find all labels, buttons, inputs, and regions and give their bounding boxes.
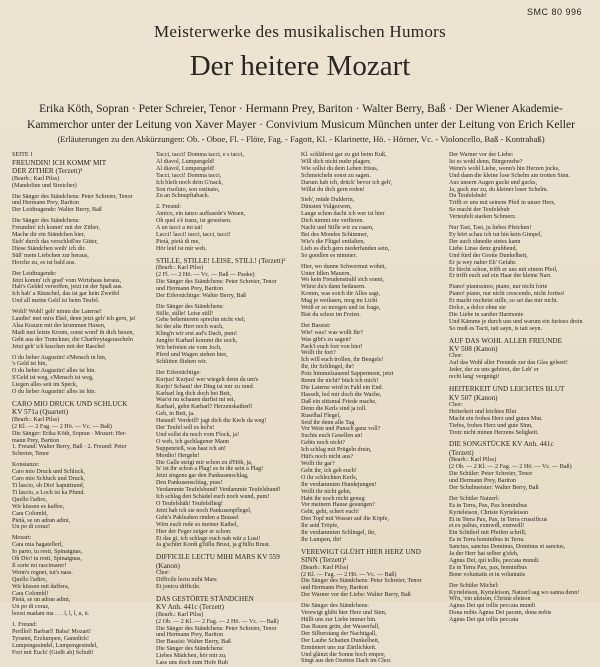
song-heading: FREUNDIN! ICH KOMM' MIT — [12, 158, 107, 167]
lyric-line: Hasselt, hol mir doch die Wache, — [301, 391, 382, 398]
lyric-line: Freundin! ich komm' mit der Zither, — [12, 225, 100, 232]
lyric-line: O du lieber Augustin! alles ist hin. — [12, 389, 96, 396]
lyric-line: Rennt ihr nicht? bück ich mich! — [301, 378, 379, 385]
lyric-line: O Teufelshäh! Teufelsflieg! — [156, 501, 223, 507]
lyrics-column-1 — [12, 152, 150, 656]
lyric-line: Sieh' durch das verschloß'ne Gitter, — [12, 238, 99, 245]
lyric-line: Ich schlag mit Prügeln drein, — [301, 447, 372, 454]
lyric-line: O weh, ich gschlagener Mann — [156, 438, 229, 445]
lyric-line: Der Bassist: — [301, 322, 331, 329]
lyric-line: Alsa Krauzn mit der krummen Haxen, — [12, 322, 106, 329]
lyric-line: Wie! was? was wollt Ihr? — [301, 329, 364, 336]
lyric-line: Die Galle steigt mir schon zu d'Höh, ja, — [156, 459, 253, 466]
lyric-line: Die Sänger des Ständchens: — [12, 218, 80, 225]
lyric-line: Ey hört schau ich tut hin kein Gimpel, — [449, 231, 543, 238]
abbreviations-note: (Erläuterungen zu den Abkürzungen: Ob. - Oboe, Fl. - Flöte, Fag. - Fagott, Kl. - Klarinette, Hö. - Hörner, Vc. - Violoncello, Baß - Kontrabaß) — [57, 134, 545, 144]
lyric-line: Was'st nu schauen darfist mi sei, — [156, 397, 236, 404]
lyric-line: Bei des Mondes Schimmer, — [301, 231, 369, 238]
lyric-line: O du lieber Augustin! alles ist hin. — [12, 368, 96, 375]
lyric-line: Laudie! mei mirs Ekel, denn jetzt geh' ich gern, ja! — [12, 316, 136, 323]
lyric-line: Un po di coraz! — [12, 524, 51, 531]
lyric-line: Al diavol, Lumpengeld! — [156, 158, 215, 165]
lyric-line: Ihr Lumpen, ihr! — [301, 536, 342, 543]
lyric-line: Die Sänger: Erika Köth, Sopran · Mozart: Her- — [12, 430, 127, 437]
lyric-line: 1. Freund: — [12, 622, 38, 629]
lyric-line: Ist es wohl denn, Bürgerzehe? — [449, 158, 523, 165]
lyric-line: Und dann die kleine lose Schelm am trotten Sinn. — [449, 172, 571, 179]
lyric-line: Kl. schläferst gar zu gut beim Kuß, — [301, 152, 387, 158]
catalog-number: SMC 80 996 — [526, 7, 582, 17]
song-heading: HEITERKEIT UND LEICHTES BLUT — [449, 385, 565, 394]
lyric-line: Oh quel s'è tranz, ist geweisen. — [156, 218, 232, 225]
lyric-line: Und fürd der Grotte Dunkelheit, — [449, 252, 528, 259]
lyric-line: Wie's die Flügel entfalten, — [301, 238, 365, 245]
lyric-line: Es in Terra hominibus in Terra. — [449, 537, 525, 544]
lyric-line: Io parto, tu resti, Spinatgnas, — [12, 549, 83, 556]
lyric-line: Pietà, se un adran adini, — [12, 597, 71, 604]
lyric-line: und Hermann Prey, Bariton — [12, 200, 79, 207]
lyric-line: Gehts noch nicht? — [301, 440, 345, 447]
lyric-line: Der Leidtragende: Walter Berry, Baß — [12, 207, 102, 214]
lyric-line: Cara Colombl! — [12, 590, 49, 597]
lyric-line: Wohl! Wohl! geh' nimm die Laterne! — [12, 309, 102, 316]
lyric-line: Jetzt hab ich sie noch Pankusenpflegel, — [156, 507, 252, 514]
lyric-line: Cara Colombl, — [12, 510, 48, 517]
lyric-line: Agnus Dei qui tollis peccata mundi — [449, 603, 536, 610]
lyric-line: Dona nobis Agnus Dei pacem, dona nobis — [449, 610, 552, 617]
lyric-line: Die Schüler: Peter Schreier, Tenor — [449, 471, 533, 478]
lyric-line: Hüt's noch nicht aus? — [301, 454, 354, 461]
lyric-line: Hier, wo dunne Schwermut wohnt, — [301, 263, 387, 270]
lyric-line: Ihr seid Tröpfe, — [301, 523, 339, 530]
lyric-line: Mag je weilasen, mog im Licht — [301, 298, 378, 305]
lyric-line: Wirn euch rede so meiner Kathel, — [156, 521, 238, 528]
lyric-line: Schlitten fliehen wir. — [156, 358, 207, 365]
lyric-line: Jetzt geh' ich kuschen mit der Raschel — [12, 343, 105, 350]
lyric-line: Lange schon dacht ich wer ist hier — [301, 211, 385, 218]
lyric-line: Wir befreien sie vom Joch, — [156, 345, 222, 352]
lyric-line: Und all meine Geld ist beim Teufel. — [12, 298, 100, 305]
lyric-line: Ihr verdammten Schlingel, ihr, — [301, 530, 376, 537]
lyric-line: Et in Terra Pax, Pax, in Terra crussificus — [449, 516, 548, 523]
lyric-line: Ist der alte Herr noch wach, — [156, 324, 224, 331]
lyric-line: Der Teufel soll es hol'n! — [156, 425, 215, 432]
lyric-line: boost madam ma . . . l, l, l, u, ü. — [12, 611, 90, 618]
lyric-line: Vor Wein und Punsch ganz voll? — [301, 426, 381, 433]
song-heading: KV 507 (Kanon) — [449, 393, 498, 402]
lyric-line: Liebes Mädchen, hör mir zu, — [156, 653, 227, 660]
lyric-line: Wir küssen es kaffee, — [12, 503, 65, 510]
lyric-line: Wi'n, 'ein uleison, Christe eleison — [449, 596, 531, 603]
lyric-line: Komm, was soich dir Alles sagt, — [301, 291, 381, 298]
lyric-line: Madi mei letzte Kronn, sonst word' ih dich baxen, — [12, 329, 134, 336]
lyric-line: Mache dir ein Ständchen hier, — [12, 232, 86, 239]
lyric-line: Fort mit Euch! (Gießt ab) Schuft! — [12, 649, 94, 656]
lyric-line: Er ja wey naher Eh' Gefahr. — [449, 259, 517, 266]
lyric-line: (Bearb.: Karl Pilss) — [12, 416, 60, 423]
lyric-line: Willst du dich gern reden! — [301, 186, 365, 193]
lyric-line: Würst du's dann bedauern. — [301, 284, 366, 291]
lyric-line: Tiefes, frohes Herz und gute Sinn, — [449, 422, 533, 429]
lyric-line: Ich hab' a Räuschel, das ist gar kein Zweifel — [12, 291, 120, 298]
lyric-line: Pietà, se un adran adini, — [12, 517, 71, 524]
lyric-line: O ihr schlechten Kerls, — [301, 474, 358, 481]
lyric-line: Karharl, gehn Karharl? Herzenskatherl! — [156, 404, 253, 411]
lyric-line: Ein Schülerl mit Pfeifen schrill, — [449, 530, 527, 537]
song-heading: CARO MIO DRUCK UND SCHLUCK — [12, 400, 128, 408]
lyric-line: Hab's Geldel versoffen, jetzt ist der Spaß aus. — [12, 284, 123, 291]
lyric-line: So gondlen es nimmer. — [301, 252, 357, 259]
lyric-line: Den Pankusenschlag, puss! — [156, 480, 223, 487]
lyric-line: Geht ihr, ich geh euch! — [301, 467, 357, 474]
lyric-line: Unter Idlen Mauern, — [301, 270, 351, 277]
lyric-line: Kurjo! Schaut! der Ding ist mir zu rund. — [156, 383, 255, 390]
lyric-line: Verteufelt starken Schmerz. — [449, 214, 517, 221]
lyric-line: Dich nimmt nie verlieren. — [301, 218, 364, 225]
lyric-line: Wo kein Freudenstrahl sich sonnt, — [301, 277, 384, 284]
song-heading: (Terzett) — [449, 448, 474, 457]
lyric-line: Die Sänger des Ständchens: — [301, 603, 369, 610]
lyric-line: und Hermann Prey, Bariton — [449, 477, 516, 484]
lyric-line: Stille, stille! Leise still! — [156, 310, 214, 317]
lyric-line: Verdammte Teufelsbund! Verdammte Teufelsbund! — [156, 487, 281, 494]
lyric-line: recht lang' vergnügt! — [449, 374, 500, 381]
lyric-line: Amico, ein tanzo auffasede's Wesen, — [156, 211, 246, 218]
lyric-line: Chor: — [156, 570, 170, 577]
lyric-line: Dolce, a dolce ohne sie — [449, 305, 506, 312]
lyric-line: Trifft er uns mit seinem Pfeil in unser Herz, — [449, 200, 556, 207]
lyric-line: Denn die Kerls sind ja toll. — [301, 405, 367, 412]
lyric-line: Caro mio Druck und Schluck, — [12, 469, 85, 476]
lyric-line: Süß' mein Liebchen zur heraus, — [12, 252, 89, 259]
lyric-line: Daß ein sittsmal Friede mache, — [301, 398, 377, 405]
lyric-line: Geht, geht, schert euch! — [301, 509, 360, 516]
lyric-line: Ti lascio, a Loch ist ka Pfund. — [12, 489, 85, 496]
lyric-line: Hanauf! Verdeifl! jagt dich die Kerls da weg! — [156, 418, 267, 425]
lyric-line: und Hermann Prey, Bariton — [301, 585, 368, 592]
lyric-line: Und Kämme je durch uns und warum ein furioso drein — [449, 318, 583, 325]
lyric-line: Ja g'schürt Kordi g'füllu Brust, ja g'füllu Brust. — [156, 542, 271, 549]
lyric-line: Die Sänger des Ständchens: Peter Schreier, Tenor — [156, 625, 277, 632]
lyric-line: Der Schulmeister: Walter Berry, Baß — [449, 484, 539, 491]
song-heading: DIFFICILE LECTU MIHI MARS KV 559 — [156, 553, 280, 562]
lyric-line: Wir küssen mit daffera, — [12, 583, 70, 590]
lyric-line: Agnus Dei qui tollis peccata — [449, 617, 519, 624]
lyric-line: Und sollst du noch vom Flock, ja! — [156, 431, 240, 438]
lyric-line: Der Schüler Natzerl: — [449, 495, 500, 502]
song-heading: KV 571a (Quartett) — [12, 408, 69, 417]
lyric-line: So macht der Teufelsbub — [449, 207, 510, 214]
lyric-line: Nacht und Stille wir zu rasen, — [301, 225, 374, 232]
lyric-line: Vor meinem Hause gesungen? — [301, 502, 375, 509]
lyric-line: Die Sänger des Ständchens: Peter Schreier, Tenor — [12, 193, 133, 200]
lyric-line: Liegen alles seit im Speck, — [12, 382, 78, 389]
lyric-line: (2 Ob. — 2 Kl. — 2 Fag. — 2 Hö. — Vc. — Baß) — [449, 464, 572, 471]
lyric-line: Aus unsern Augen guckt und gucks, — [449, 179, 538, 186]
lyric-line: (Bearb.: Karl Pilss) — [301, 564, 349, 571]
lyrics-columns — [12, 152, 592, 667]
lyric-line: (Bearb.: Karl Pilss) — [449, 457, 497, 464]
lyric-line: Wenn's wohl Liebe, wenn's hin Herzen jucks, — [449, 165, 560, 172]
lyric-line: (Bearb.: Karl Pilss) — [156, 611, 204, 618]
lyric-line: Lieb es dich gern niederfanden sein, — [301, 245, 390, 252]
song-heading: DAS GESTÖRTE STÄNDCHEN — [156, 594, 254, 603]
lyric-line: Jetzt singens gar den Pankusenschlag, — [156, 473, 249, 480]
song-heading: AUF DAS WOHL ALLER FREUNDE — [449, 336, 563, 345]
lyric-line: Kyrieleison, Christe Kyrieleison — [449, 509, 529, 516]
lyric-line: Ja, guck nur zu, du kleiner loser Schelm. — [449, 186, 549, 193]
lyric-line: S'Geld ist weg, s'Mensch ist weg, — [12, 375, 94, 382]
lyric-line: mann Prey, Bariton — [12, 437, 60, 444]
lyric-line: Es in Terra, Pax, Pax hominibus — [449, 502, 528, 509]
song-heading: KV 508 (Kanon) — [449, 345, 498, 354]
lyric-line: Heiterkeit und leichtes Blut — [449, 408, 517, 415]
lyric-line: Zu an Schnupftaback. — [156, 193, 210, 200]
lyric-line: (Bearb.: Karl Pilss) — [156, 265, 204, 272]
lyric-line: Caro mio Schluck und Druck, — [12, 476, 85, 483]
lyric-line: et ex palius, exmwdl, exmwdl! — [449, 523, 525, 530]
lyric-line: Chor: — [449, 353, 463, 360]
lyric-line: Liebe Linse denz grubbend, — [449, 245, 518, 252]
lyric-line: Mozart: — [12, 535, 32, 542]
performers-credits-line-2: Kammerchor unter der Leitung von Xaver Mayer · Convivium Musicum München unter der Leitung von Erich Keller — [27, 118, 575, 131]
lyrics-column-3 — [301, 152, 441, 665]
song-heading: STILLE, STILLE! LEISE, STILL! (Terzett)² — [156, 256, 286, 265]
lyric-line: Singt aus den Ozetten Dach im Chor. — [301, 658, 392, 665]
lyric-line: Die Sänger des Ständchens: — [156, 646, 224, 653]
lyrics-column-2 — [156, 152, 298, 667]
lyric-line: Suppenrieß, was hast ich an! — [156, 445, 226, 452]
lyric-line: SEITE 1 — [12, 152, 34, 158]
performers-credits-line-1: Erika Köth, Sopran · Peter Schreier, Tenor · Hermann Prey, Bariton · Walter Berry, Baß · Der Wiener Akademie- — [39, 102, 563, 115]
lyric-line: Wenn's regnet, tut's nass. — [12, 569, 73, 576]
lyric-line: Jeder, der zu uns gehöret, der Leb' er — [449, 367, 539, 374]
lyric-line: 's Geld ist hin, — [12, 361, 47, 368]
page-subtitle: Meisterwerke des musikalischen Humors — [153, 22, 446, 41]
lyric-line: Ermüntert uns zur Zärtlichkeit. — [301, 644, 377, 651]
lyric-line: Nur Tasi, Tasi, ju liebes Pfeichen! — [449, 225, 532, 232]
lyric-line: Suchts euch Gesellen an! — [301, 433, 363, 440]
lyric-line: So muß es Tacti, tati sayn, is tati seyn. — [449, 325, 543, 332]
lyric-line: Et jonicu difficile. — [156, 583, 201, 590]
lyric-line: Was gibt's zu sagen? — [301, 336, 352, 343]
lyric-line: (2 Fl. — 2 Hö. — Vc. — Baß — Pauke) — [156, 272, 255, 278]
lyric-line: Geht aus der Trunckner, die Charfreytagsrascheln — [12, 336, 133, 343]
lyric-line: Das Rauen grün, der Wasserfall, — [301, 623, 380, 630]
lyric-line: Il sorte mi rascimarer! — [12, 562, 67, 569]
lyric-line: Tacci, tacci! Domma tacci, e s tacci, — [156, 152, 245, 158]
lyric-line: Un po di coraz, — [12, 604, 50, 611]
lyric-line: Der Warner vor der Liebe: Walter Berry, Baß — [301, 592, 411, 599]
song-heading: SINN (Terzett)² — [301, 556, 347, 565]
lyric-line: Weiß er so morgen und ist frage, — [301, 305, 381, 312]
lyric-line: 1. Freund: Walter Berry, Baß · 2. Freund: Peter — [12, 444, 127, 451]
lyric-line: (Bearb.: Karl Pilss) — [12, 175, 60, 182]
lyric-line: Du Teufelsbub! — [449, 193, 487, 200]
lyric-line: Der Silberstang der Nachtigall, — [301, 630, 377, 637]
lyric-line: Quello l'adiro, — [12, 496, 47, 503]
lyric-line: Gehe behenterem sprechn nicht viel; — [156, 317, 246, 324]
lyric-line: Der Eifersüchtige: — [156, 369, 201, 376]
lyric-line: 2. Freund: — [156, 204, 182, 211]
lyric-line: Dünsten Vulgezwen, — [301, 204, 352, 211]
lyric-line: Tyranni, Erzlumpen, Ganedick! — [12, 636, 90, 642]
lyric-line: Die Sänger des Ständchens: Peter Schreier, Tenor — [301, 578, 422, 585]
lyric-line: Pietà, pietà di me, — [156, 238, 200, 245]
song-heading: KV Anh. 441c (Terzett) — [156, 603, 225, 612]
lyric-line: Kyrieleison, Kyrieleison, Natzerl sag wo sanna denn! — [449, 589, 580, 596]
lyric-line: Ja der Herr hat selber g'sfeh, — [449, 551, 519, 558]
song-heading: DIE SONGSTÜCKE KV Anh. 441c — [449, 440, 554, 449]
lyric-line: Will dich nicht mehr plagen; — [301, 158, 371, 165]
lyric-line: Son risoluto, son ostinato, — [156, 186, 220, 193]
lyric-line: Ei das gi, ich schlage euch nah wär a Lust! — [156, 535, 261, 542]
lyrics-column-4 — [449, 152, 592, 624]
lyric-line: Den Topf mit Wasser auf die Köpfe, — [301, 516, 390, 523]
lyric-line: Piano! pianissimo, piano, nur nicht forte — [449, 284, 548, 291]
lyric-line: Die Laterne wird in Fahl ein End. — [301, 385, 384, 391]
lyric-line: Karharl leg dich doch bei Bett, — [156, 390, 232, 397]
lyric-line: Jetzt komm' ich grad' vom Wirtshaus heraus, — [12, 277, 121, 284]
lyric-line: Wollt ihr gar? — [301, 460, 335, 467]
lyric-line: Er macht oxcheist stille, so sei das mir nicht. — [449, 298, 558, 305]
lyric-line: Es in Terra Pax, pax, hominibus — [449, 564, 527, 571]
lyric-line: Konstanze: — [12, 462, 40, 469]
lyric-line: Schreier, Tenor — [12, 451, 50, 458]
lyric-line: Lumpengesindel, Lumpengesindel, — [12, 642, 98, 649]
lyric-line: Die Liebe in sanfter Harmonie — [449, 311, 524, 318]
lyric-line: Hier der Feger zeiger er schon: — [156, 528, 232, 535]
lyric-line: Schmeicheln sonst zu sagen. — [301, 172, 371, 179]
lyric-line: Ich bleib noch dein G'nack, — [156, 179, 223, 186]
lyric-line: O du lieber Augustin! s'Mensch in hin, — [12, 354, 107, 361]
lyric-line: Ti lascio, oh Dio! kaputtrund, — [12, 482, 85, 489]
lyric-line: Und glänzt die Sonne hoch empor, — [301, 651, 386, 658]
lyric-line: Habt ihr noch nicht genug — [301, 495, 365, 502]
page-title: Der heitere Mozart — [189, 50, 411, 82]
lyric-line: Bone voluntatis et in voluntatis — [449, 571, 526, 578]
lyric-line: Die Sänger des Ständchens: Peter Schreier, Tenor — [156, 278, 277, 285]
lyric-line: Er fürcht schon, trifft er uns mit einem Pfeil, — [449, 266, 558, 273]
lyric-line: Cara mia bagatellerl, — [12, 542, 63, 549]
lyric-line: Seid ihr denn alle Tag — [301, 419, 355, 426]
lyric-line: Perillol! Barbarl! Baba! Mozart! — [12, 629, 92, 636]
song-heading: DER ZITHER (Terzett)² — [12, 167, 83, 176]
lyric-line: Bist du schon im Freien. — [301, 311, 361, 318]
lyric-line: Der Leidtragende: — [12, 270, 57, 277]
lyric-line: Macht ein frohes Herz und guten Mut. — [449, 415, 543, 422]
lyric-line: Piano! piano, nur nicht crescendo, nicht fortiss! — [449, 291, 565, 298]
lyric-line: und Hermann Prey, Bariton — [156, 632, 223, 639]
lyric-line: und Hermann Prey, Bariton — [156, 285, 223, 292]
lyric-line: Der Bassist: Walter Berry, Baß — [156, 639, 231, 646]
lyric-line: Lacci! lacci! tacci, tacci, tacci! — [156, 231, 231, 238]
lyric-line: Horche zu, es ist bald aus. — [12, 259, 76, 266]
lyric-line: Mordio! Hergeln! — [156, 452, 200, 459]
lyric-line: Der Warner vor der Liebe: — [449, 152, 514, 158]
lyric-line: Pack't euch fort von hier! — [301, 343, 363, 350]
lyric-line: Quello l'adiro, — [12, 576, 47, 583]
lyric-line: Geht's Pakleahen rinden a Brassel — [156, 514, 239, 521]
lyric-line: (2 Ob. — 2 Kl. — 2 Fag. — 2 Hö. — Vc. — Baß) — [156, 618, 279, 625]
lyric-line: Der Eifersüchtige: Walter Berry, Baß — [156, 292, 247, 299]
lyric-line: Jungfer Karharl kommt die uoch, — [156, 338, 238, 345]
lyric-line: Darum hab ich, drück' bevor ich geh', — [301, 179, 393, 186]
lyric-line: Ich schlag den Schädel euch noch wund, pum! — [156, 494, 270, 501]
lyric-line: Kling'n wir erst auf's Dach, pum! — [156, 331, 238, 338]
lyric-line: Ruselhal Flegel, — [301, 412, 341, 419]
lyric-line: Oh Dio! tu resti, Spinatgnas, — [12, 556, 82, 563]
lyric-line: Agnus Dei, qui tollis, peccata mundi. — [449, 557, 540, 564]
song-heading: VEREWIGT GLÜHT HIER HERZ UND — [301, 547, 421, 556]
lyric-line: Verewigt glüht hier Herz und Sinn, — [301, 610, 387, 617]
lyric-line: Sieh', müde Dulderin, — [301, 197, 355, 204]
lyric-line: Wollt ihr nicht gehn, — [301, 488, 352, 495]
lyric-line: Chor: — [449, 401, 463, 408]
lyric-line: Lass uns doch zum Hofe Ruh — [156, 660, 228, 667]
lyric-line: Er trifft euch auf ein Haar der kleine Narr. — [449, 273, 552, 280]
lyric-line: Wie sollst du dein Leben frisus, — [301, 165, 379, 172]
lyric-line: (2 Kl. — Fag. — 2 Hö. — Vc. — Baß) — [301, 571, 397, 578]
lyric-line: Auf das Wohl aller Freunde zur das Glas gelsert! — [449, 360, 568, 367]
lyric-line: Tacci, tacci! Domma tacci, — [156, 172, 222, 179]
lyric-line: Diese Ständchen weih' ich dir. — [12, 245, 86, 252]
lyric-line: Al diavol, Lumpengeld! — [156, 165, 215, 172]
lyric-line: Sanctus, sanctus Dominus, Dominus et sanctus, — [449, 544, 566, 551]
lyric-line: Der auch ohnedie stetes kann — [449, 238, 521, 245]
lyric-line: Trotz nicht minen Herzens Seligkeit. — [449, 429, 539, 436]
song-heading: (Kanon) — [156, 561, 180, 570]
lyric-line: Is' ist ihr schon a Plag! es in die sein a Plag! — [156, 466, 264, 473]
lyric-line: Der Laube Schatten Dunkelheit, — [301, 637, 380, 644]
lyric-line: Ihr, ihr Schlingel, ihr! — [301, 364, 355, 371]
lyric-line: (2 Kl. — 2 Fag. — 2 Hö. — Vc. — Baß) — [12, 423, 112, 430]
lyric-line: Geh, in Bett, ja. — [156, 411, 195, 418]
lyric-line: Difficile lectu mihi Mars — [156, 577, 217, 584]
lyric-line: Pferd und Wagen stehen hier, — [156, 351, 228, 358]
lyric-line: A un tacci a mi tai! — [156, 225, 203, 232]
lyric-line: Die Sänger des Ständchens: — [156, 303, 224, 310]
lyric-line: Ihr verdammten Hundejungen! — [301, 481, 377, 488]
lyric-line: Kurjus! Kurjus! wer wiegelt denn da um's — [156, 376, 259, 383]
lyric-line: Der Schüler Michel: — [449, 582, 499, 589]
lyric-line: (Mandoline und Streicher) — [12, 182, 77, 189]
lyric-line: Wollt ihr fort? — [301, 350, 336, 357]
lyric-line: Hör leid ist mir weh. — [156, 245, 207, 252]
lyric-line: Hüllt uns zur Liebe immer hin. — [301, 617, 377, 623]
lyric-line: Ich will euch trollen, ihr Bengels! — [301, 357, 384, 364]
lyric-line: Potz himmelzauend Sapperment, jetzt — [301, 371, 394, 378]
